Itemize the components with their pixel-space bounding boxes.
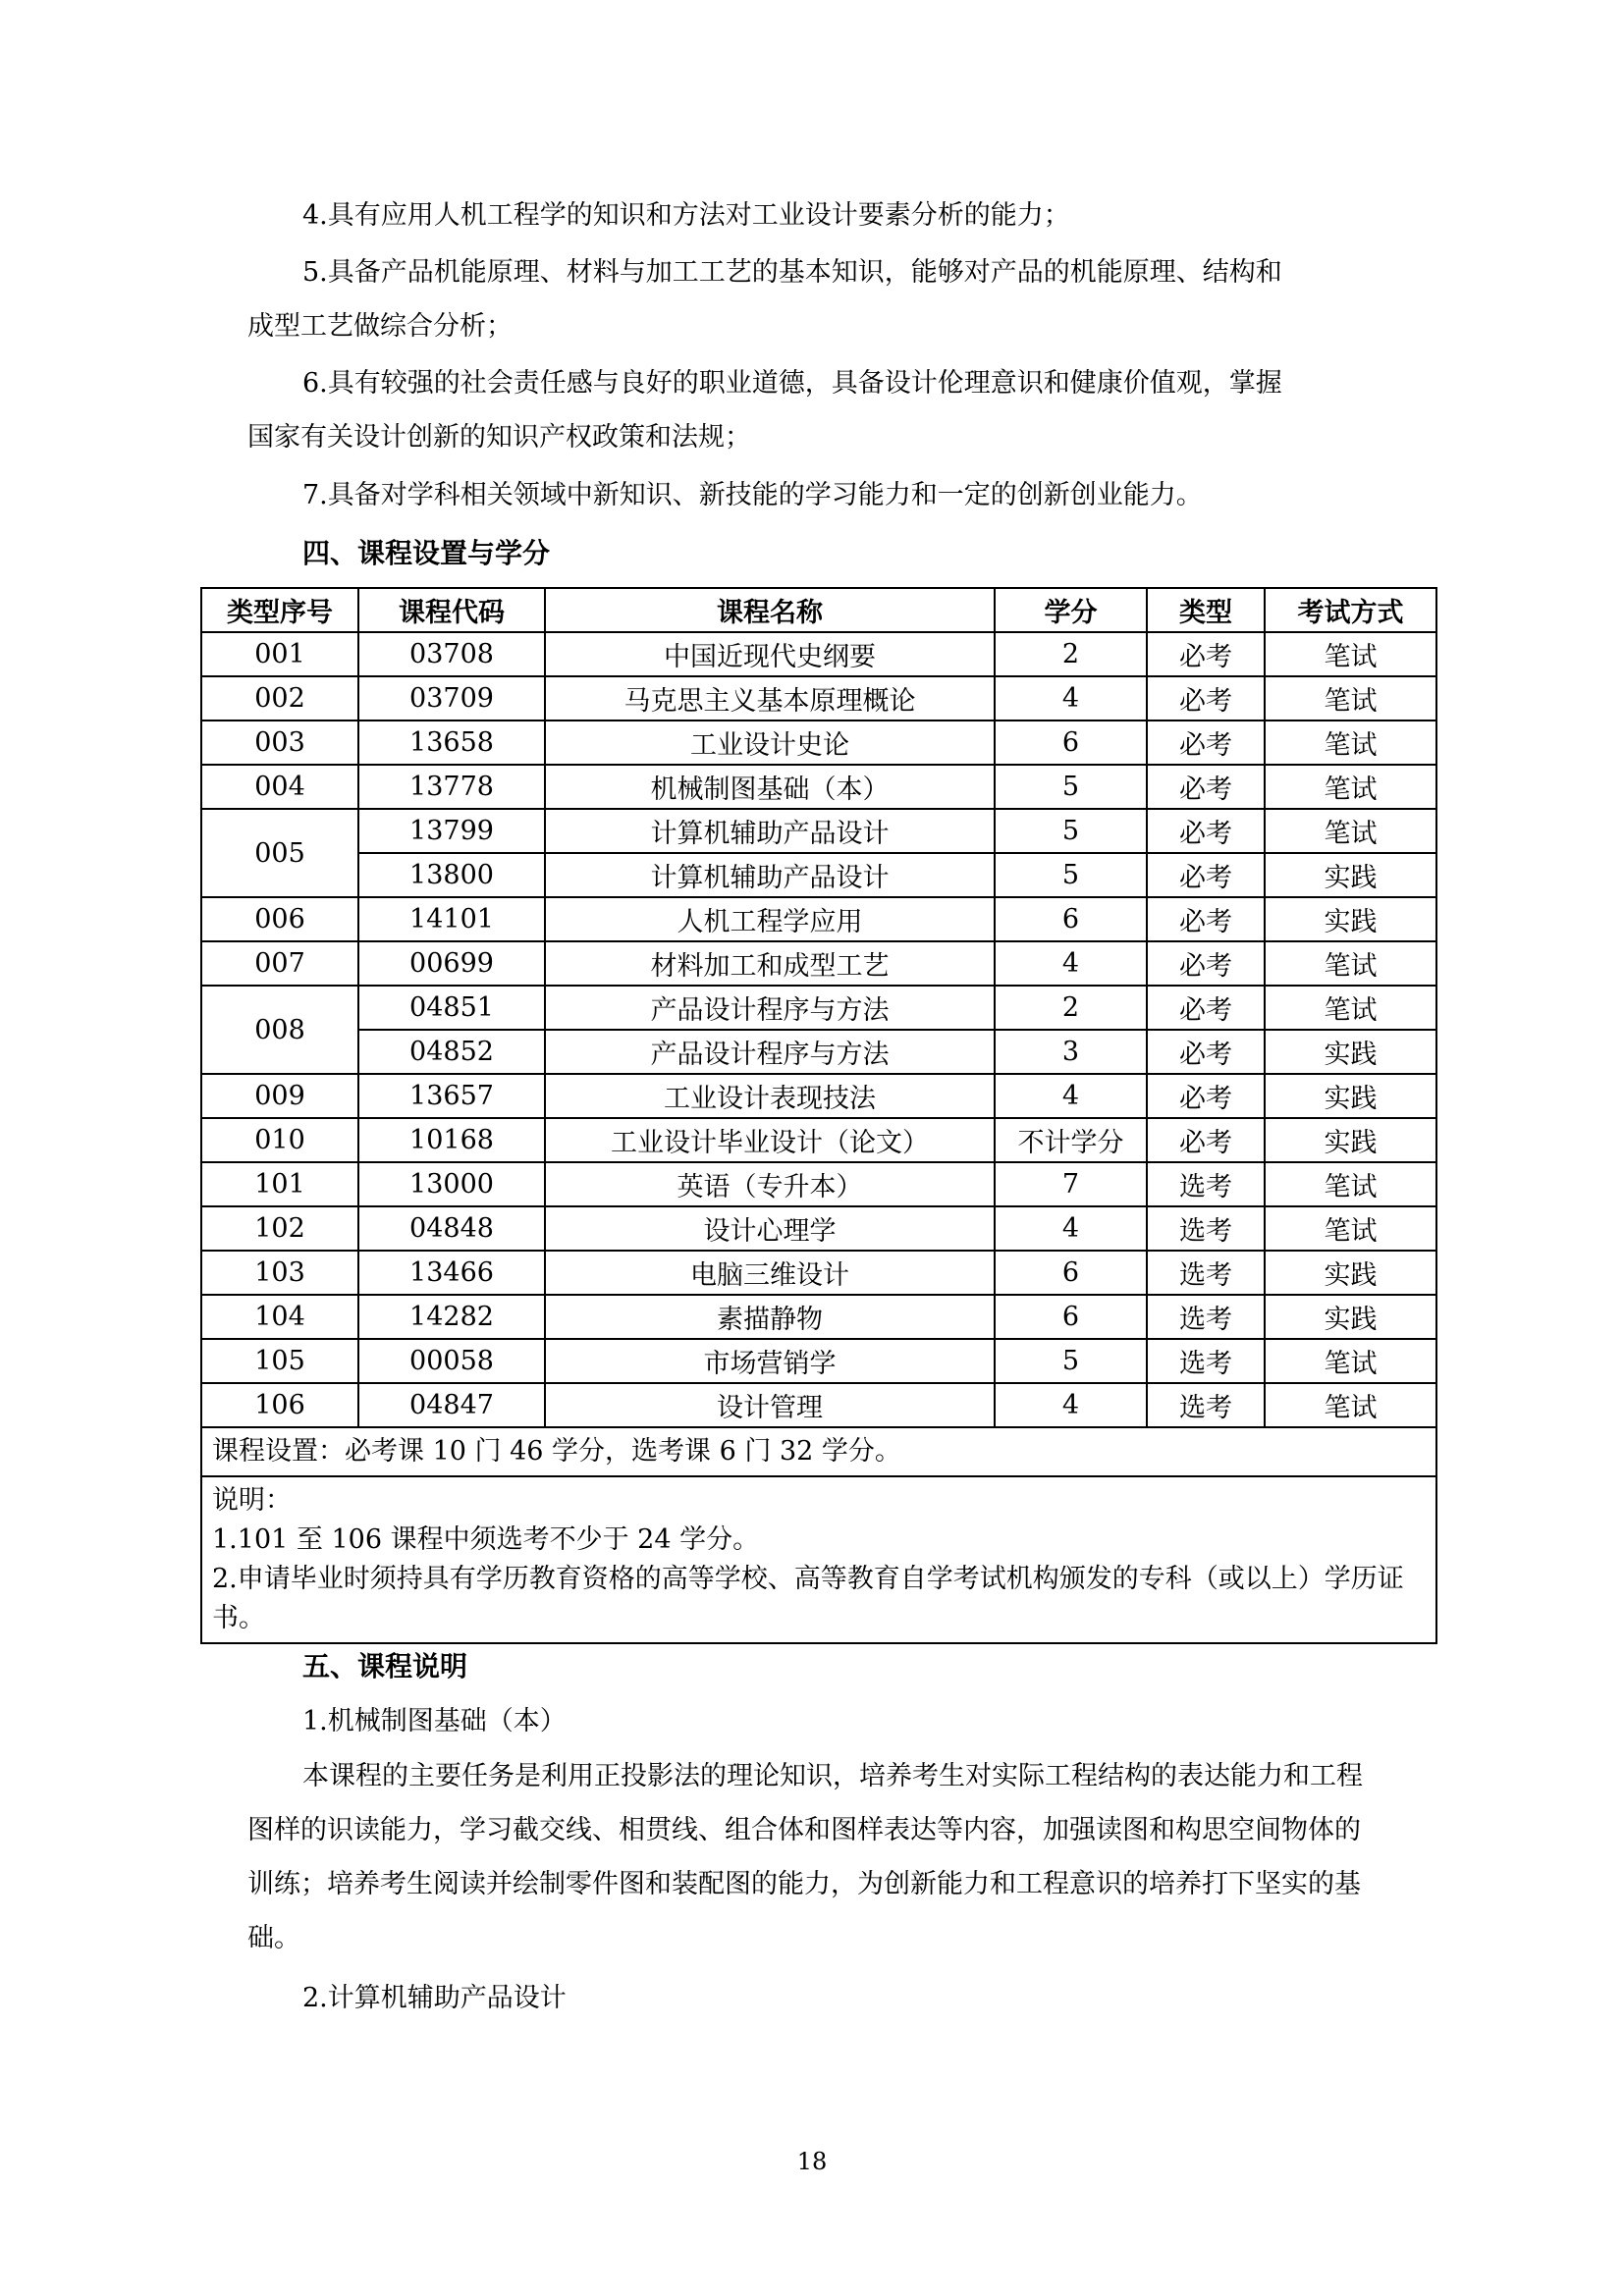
cell-type: 选考 [1147, 1206, 1265, 1251]
cell-name: 计算机辅助产品设计 [545, 809, 995, 853]
cell-no: 104 [201, 1295, 358, 1339]
course-table [200, 587, 1437, 1644]
course-title-text: 1.机械制图基础（本） [302, 1706, 567, 1736]
cell-name: 电脑三维设计 [545, 1251, 995, 1295]
cell-type: 必考 [1147, 897, 1265, 941]
cell-no: 001 [201, 632, 358, 676]
table-row [201, 1118, 1436, 1162]
table-row [201, 632, 1436, 676]
cell-name: 工业设计表现技法 [545, 1074, 995, 1118]
table-row [201, 1383, 1436, 1427]
cell-code: 00699 [358, 941, 545, 986]
course-notes [201, 1476, 1436, 1643]
cell-code: 04848 [358, 1206, 545, 1251]
cell-credits: 4 [995, 941, 1147, 986]
cell-exam: 实践 [1265, 897, 1436, 941]
page-number: 18 [796, 2148, 828, 2175]
cell-credits: 4 [995, 1206, 1147, 1251]
cell-no: 105 [201, 1339, 358, 1383]
cell-credits: 6 [995, 1251, 1147, 1295]
cell-name: 工业设计毕业设计（论文） [545, 1118, 995, 1162]
cell-name: 设计心理学 [545, 1206, 995, 1251]
course-summary: 课程设置：必考课 10 门 46 学分，选考课 6 门 32 学分。 [201, 1427, 1436, 1476]
cell-type: 选考 [1147, 1295, 1265, 1339]
cell-credits: 不计学分 [995, 1118, 1147, 1162]
table-row [201, 986, 1436, 1030]
cell-type: 必考 [1147, 1074, 1265, 1118]
cell-type: 必考 [1147, 632, 1265, 676]
cell-exam: 实践 [1265, 1295, 1436, 1339]
cell-code: 13000 [358, 1162, 545, 1206]
cell-exam: 笔试 [1265, 1206, 1436, 1251]
cell-name: 中国近现代史纲要 [545, 632, 995, 676]
cell-exam: 笔试 [1265, 809, 1436, 853]
cell-credits: 6 [995, 897, 1147, 941]
cell-credits: 7 [995, 1162, 1147, 1206]
cell-exam: 实践 [1265, 1251, 1436, 1295]
cell-exam: 笔试 [1265, 1339, 1436, 1383]
cell-type: 必考 [1147, 676, 1265, 721]
cell-code: 10168 [358, 1118, 545, 1162]
course-title-text: 2.计算机辅助产品设计 [302, 1983, 567, 2013]
cell-type: 选考 [1147, 1339, 1265, 1383]
section-heading-courses: 四、课程设置与学分 [302, 537, 551, 569]
cell-type: 必考 [1147, 721, 1265, 765]
table-row [201, 765, 1436, 809]
table-row [201, 1074, 1436, 1118]
table-row [201, 897, 1436, 941]
cell-name: 产品设计程序与方法 [545, 1030, 995, 1074]
cell-credits: 5 [995, 1339, 1147, 1383]
cell-credits: 5 [995, 853, 1147, 897]
course-title-2 [247, 1971, 1386, 2025]
cell-type: 选考 [1147, 1251, 1265, 1295]
cell-name: 市场营销学 [545, 1339, 995, 1383]
cell-code: 13800 [358, 853, 545, 897]
cell-no: 103 [201, 1251, 358, 1295]
cell-name: 素描静物 [545, 1295, 995, 1339]
table-row [201, 721, 1436, 765]
cell-credits: 5 [995, 809, 1147, 853]
cell-no: 009 [201, 1074, 358, 1118]
cell-code: 04847 [358, 1383, 545, 1427]
header-credits: 学分 [995, 588, 1147, 632]
cell-exam: 实践 [1265, 853, 1436, 897]
cell-exam: 笔试 [1265, 632, 1436, 676]
paragraph-item-6 [247, 356, 1386, 464]
cell-no-merged: 008 [201, 986, 358, 1074]
cell-code: 14101 [358, 897, 545, 941]
cell-type: 选考 [1147, 1383, 1265, 1427]
cell-name: 英语（专升本） [545, 1162, 995, 1206]
cell-code: 13799 [358, 809, 545, 853]
table-row [201, 1251, 1436, 1295]
paragraph-item-4 [247, 188, 1386, 242]
cell-exam: 笔试 [1265, 765, 1436, 809]
cell-exam: 笔试 [1265, 1383, 1436, 1427]
cell-name: 人机工程学应用 [545, 897, 995, 941]
cell-code: 13658 [358, 721, 545, 765]
cell-exam: 实践 [1265, 1074, 1436, 1118]
header-category-no: 类型序号 [201, 588, 358, 632]
notes-label: 说明： [212, 1485, 292, 1516]
cell-no: 010 [201, 1118, 358, 1162]
cell-code: 00058 [358, 1339, 545, 1383]
table-row [201, 941, 1436, 986]
header-exam-method: 考试方式 [1265, 588, 1436, 632]
cell-type: 必考 [1147, 1030, 1265, 1074]
table-header-row [201, 588, 1436, 632]
cell-type: 选考 [1147, 1162, 1265, 1206]
cell-exam: 笔试 [1265, 676, 1436, 721]
cell-type: 必考 [1147, 765, 1265, 809]
header-type: 类型 [1147, 588, 1265, 632]
cell-code: 04852 [358, 1030, 545, 1074]
cell-type: 必考 [1147, 1118, 1265, 1162]
cell-no: 004 [201, 765, 358, 809]
cell-type: 必考 [1147, 809, 1265, 853]
cell-exam: 笔试 [1265, 721, 1436, 765]
cell-no-merged: 005 [201, 809, 358, 897]
cell-code: 03708 [358, 632, 545, 676]
paragraph-item-7 [247, 468, 1386, 522]
cell-name: 马克思主义基本原理概论 [545, 676, 995, 721]
cell-name: 材料加工和成型工艺 [545, 941, 995, 986]
course-title-1 [247, 1694, 1386, 1748]
cell-name: 产品设计程序与方法 [545, 986, 995, 1030]
cell-credits: 4 [995, 1074, 1147, 1118]
paragraph-item-5 [247, 245, 1386, 353]
paragraph-line: 5.具备产品机能原理、材料与加工工艺的基本知识，能够对产品的机能原理、结构和 [302, 257, 1282, 288]
note-item: 2.申请毕业时须持具有学历教育资格的高等学校、高等教育自学考试机构颁发的专科（或以上）学历证书。 [212, 1564, 1404, 1633]
paragraph-line: 国家有关设计创新的知识产权政策和法规； [247, 422, 751, 453]
cell-no: 007 [201, 941, 358, 986]
cell-type: 必考 [1147, 853, 1265, 897]
section-heading-course-description: 五、课程说明 [302, 1650, 468, 1682]
table-notes-row [201, 1476, 1436, 1643]
paragraph-line: 成型工艺做综合分析； [247, 311, 513, 342]
table-row [201, 1206, 1436, 1251]
cell-code: 13657 [358, 1074, 545, 1118]
cell-no: 102 [201, 1206, 358, 1251]
header-course-name: 课程名称 [545, 588, 995, 632]
cell-code: 13778 [358, 765, 545, 809]
course-description-1: 本课程的主要任务是利用正投影法的理论知识，培养考生对实际工程结构的表达能力和工程图样的识读能力，学习截交线、相贯线、组合体和图样表达等内容，加强读图和构思空间物体的训练；培养考生阅读并绘制零件图和装配图的能力，为创新能力和工程意识的培养打下坚实的基础。 [247, 1761, 1363, 1953]
cell-credits: 4 [995, 676, 1147, 721]
cell-type: 必考 [1147, 986, 1265, 1030]
table-row [201, 1162, 1436, 1206]
cell-credits: 5 [995, 765, 1147, 809]
cell-credits: 4 [995, 1383, 1147, 1427]
cell-credits: 6 [995, 721, 1147, 765]
cell-credits: 3 [995, 1030, 1147, 1074]
cell-no: 101 [201, 1162, 358, 1206]
cell-name: 机械制图基础（本） [545, 765, 995, 809]
cell-exam: 笔试 [1265, 1162, 1436, 1206]
cell-code: 04851 [358, 986, 545, 1030]
cell-no: 003 [201, 721, 358, 765]
header-course-code: 课程代码 [358, 588, 545, 632]
cell-credits: 6 [995, 1295, 1147, 1339]
table-summary-row [201, 1427, 1436, 1476]
cell-no: 002 [201, 676, 358, 721]
cell-name: 设计管理 [545, 1383, 995, 1427]
table-row [201, 1295, 1436, 1339]
table-row [201, 1030, 1436, 1074]
cell-no: 006 [201, 897, 358, 941]
cell-credits: 2 [995, 632, 1147, 676]
table-row [201, 676, 1436, 721]
cell-code: 13466 [358, 1251, 545, 1295]
cell-name: 工业设计史论 [545, 721, 995, 765]
cell-exam: 实践 [1265, 1118, 1436, 1162]
note-item: 1.101 至 106 课程中须选考不少于 24 学分。 [212, 1524, 760, 1555]
cell-no: 106 [201, 1383, 358, 1427]
cell-exam: 笔试 [1265, 941, 1436, 986]
table-row [201, 809, 1436, 853]
cell-exam: 笔试 [1265, 986, 1436, 1030]
paragraph-line: 7.具备对学科相关领域中新知识、新技能的学习能力和一定的创新创业能力。 [302, 480, 1203, 510]
table-row [201, 1339, 1436, 1383]
cell-code: 03709 [358, 676, 545, 721]
paragraph-line: 4.具有应用人机工程学的知识和方法对工业设计要素分析的能力； [302, 200, 1070, 231]
cell-code: 14282 [358, 1295, 545, 1339]
table-row [201, 853, 1436, 897]
cell-name: 计算机辅助产品设计 [545, 853, 995, 897]
paragraph-line: 6.具有较强的社会责任感与良好的职业道德，具备设计伦理意识和健康价值观，掌握 [302, 368, 1282, 399]
cell-type: 必考 [1147, 941, 1265, 986]
cell-exam: 实践 [1265, 1030, 1436, 1074]
cell-credits: 2 [995, 986, 1147, 1030]
